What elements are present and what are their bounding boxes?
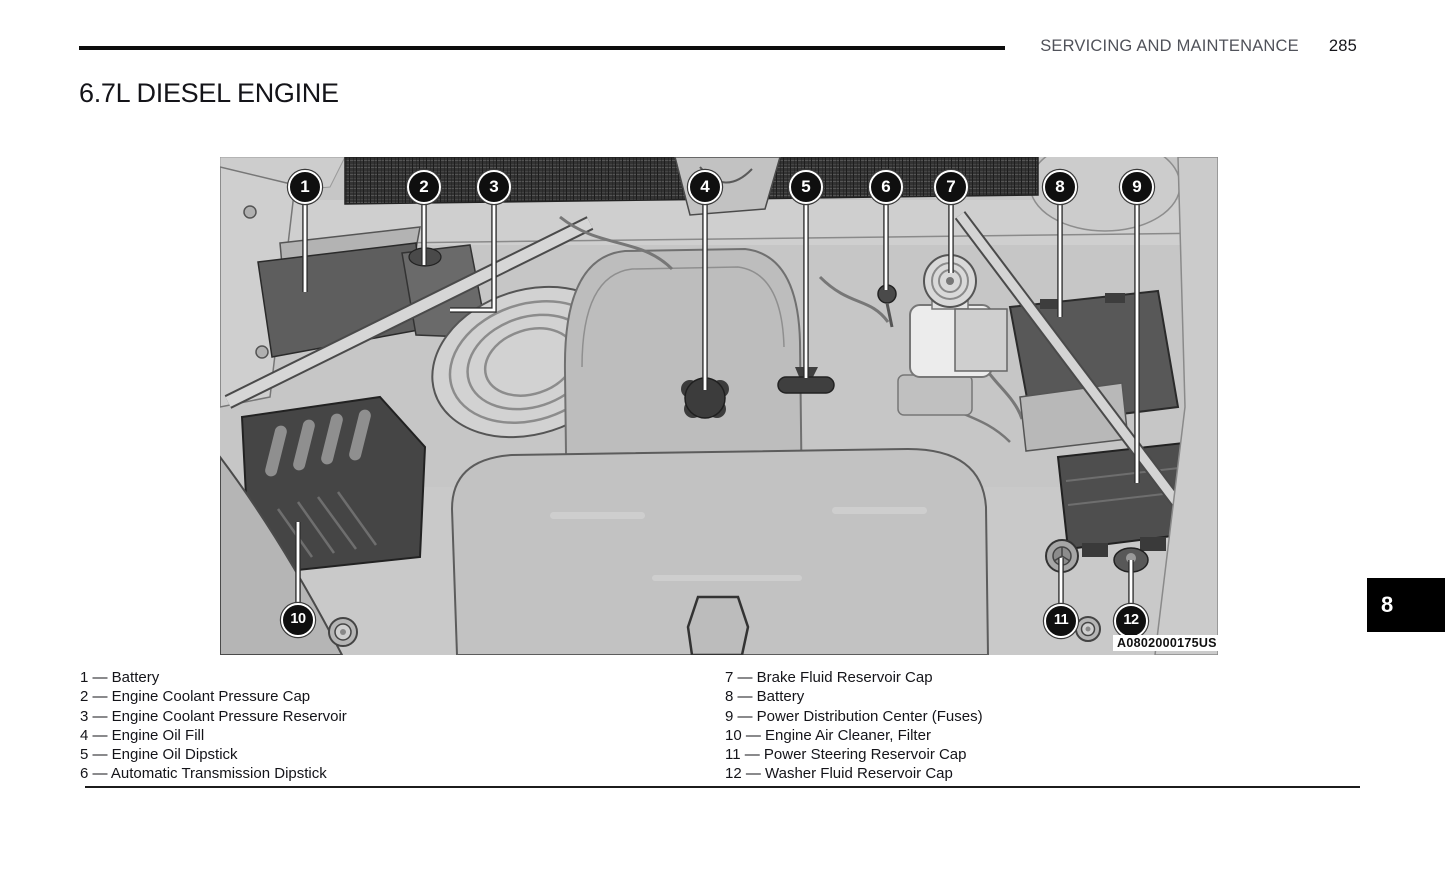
legend-item: 9 — Power Distribution Center (Fuses) — [725, 707, 983, 725]
hex-nut — [329, 618, 357, 646]
legend-item: 3 — Engine Coolant Pressure Reservoir — [80, 707, 347, 725]
callout-12: 12 — [1114, 604, 1148, 638]
engine-figure — [220, 157, 1218, 655]
legend-column-left — [80, 668, 347, 784]
callout-3: 3 — [477, 170, 511, 204]
figure-watermark: A0802000175US — [1113, 635, 1221, 651]
legend-item: 4 — Engine Oil Fill — [80, 726, 205, 744]
legend-item: 7 — Brake Fluid Reservoir Cap — [725, 669, 933, 686]
callout-7: 7 — [934, 170, 968, 204]
callout-1: 1 — [288, 170, 322, 204]
section-title: SERVICING AND MAINTENANCE — [1040, 37, 1299, 55]
callout-11: 11 — [1044, 604, 1078, 638]
header-rule — [79, 46, 1005, 50]
legend-column-right — [725, 668, 983, 784]
callout-10: 10 — [281, 603, 315, 637]
callout-6: 6 — [869, 170, 903, 204]
callout-9: 9 — [1120, 170, 1154, 204]
legend-item: 6 — Automatic Transmission Dipstick — [80, 765, 327, 783]
chapter-tab — [1367, 578, 1445, 632]
page-number: 285 — [1328, 37, 1357, 55]
legend-item: 5 — Engine Oil Dipstick — [80, 746, 238, 764]
legend-item: 11 — Power Steering Reservoir Cap — [725, 746, 967, 764]
chapter-tab-label: 8 — [1381, 592, 1394, 617]
page-title: 6.7L DIESEL ENGINE — [79, 78, 339, 108]
legend-item: 1 — Battery — [80, 669, 160, 686]
legend-item: 8 — Battery — [725, 688, 805, 706]
fan-shroud — [452, 449, 988, 655]
hex-nut — [1076, 617, 1100, 641]
callout-5: 5 — [789, 170, 823, 204]
callout-2: 2 — [407, 170, 441, 204]
legend-item: 10 — Engine Air Cleaner, Filter — [725, 726, 931, 744]
engine-illustration — [220, 157, 1218, 655]
page-header — [1040, 37, 1357, 56]
callout-4: 4 — [688, 170, 722, 204]
bottom-rule — [85, 786, 1360, 788]
callout-8: 8 — [1043, 170, 1077, 204]
legend-item: 12 — Washer Fluid Reservoir Cap — [725, 765, 953, 783]
legend-item: 2 — Engine Coolant Pressure Cap — [80, 688, 311, 706]
